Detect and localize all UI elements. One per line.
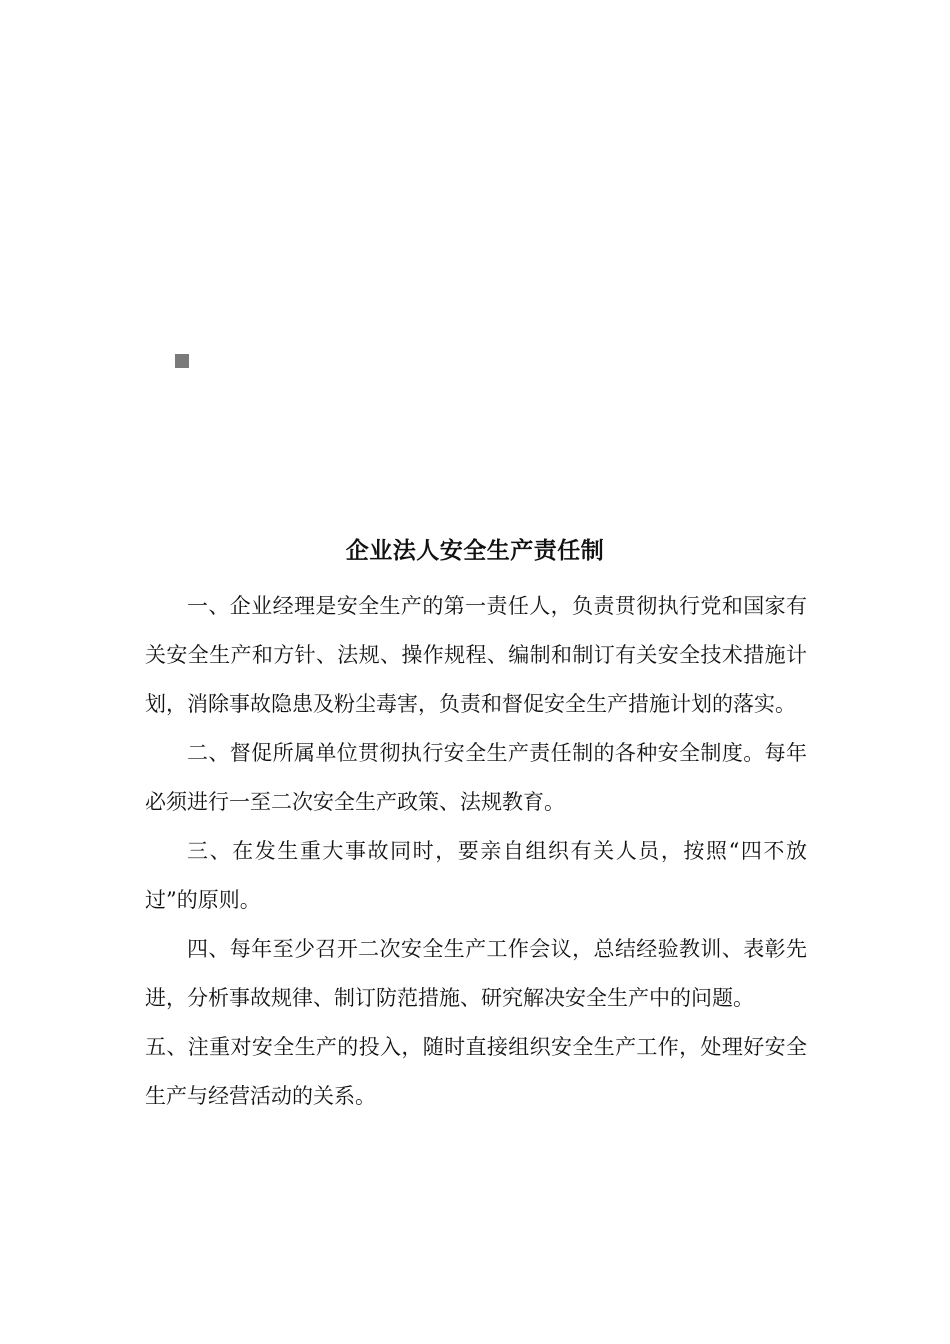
paragraph-3: 三、在发生重大事故同时，要亲自组织有关人员，按照“四不放过”的原则。 — [145, 839, 807, 912]
paragraph-4: 四、每年至少召开二次安全生产工作会议，总结经验教训、表彰先进，分析事故规律、制订防范措施、研究解决安全生产中的问题。 — [145, 937, 807, 1010]
document-body — [145, 582, 807, 1121]
square-bullet-icon — [175, 354, 189, 368]
document-title: 企业法人安全生产责任制 — [345, 537, 605, 564]
paragraph-5: 五、注重对安全生产的投入，随时直接组织安全生产工作，处理好安全生产与经营活动的关系。 — [145, 1035, 807, 1108]
paragraph-1: 一、企业经理是安全生产的第一责任人，负责贯彻执行党和国家有关安全生产和方针、法规、操作规程、编制和制订有关安全技术措施计划，消除事故隐患及粉尘毒害，负责和督促安全生产措施计划的落实。 — [145, 594, 807, 716]
paragraph-2: 二、督促所属单位贯彻执行安全生产责任制的各种安全制度。每年必须进行一至二次安全生产政策、法规教育。 — [145, 741, 807, 814]
